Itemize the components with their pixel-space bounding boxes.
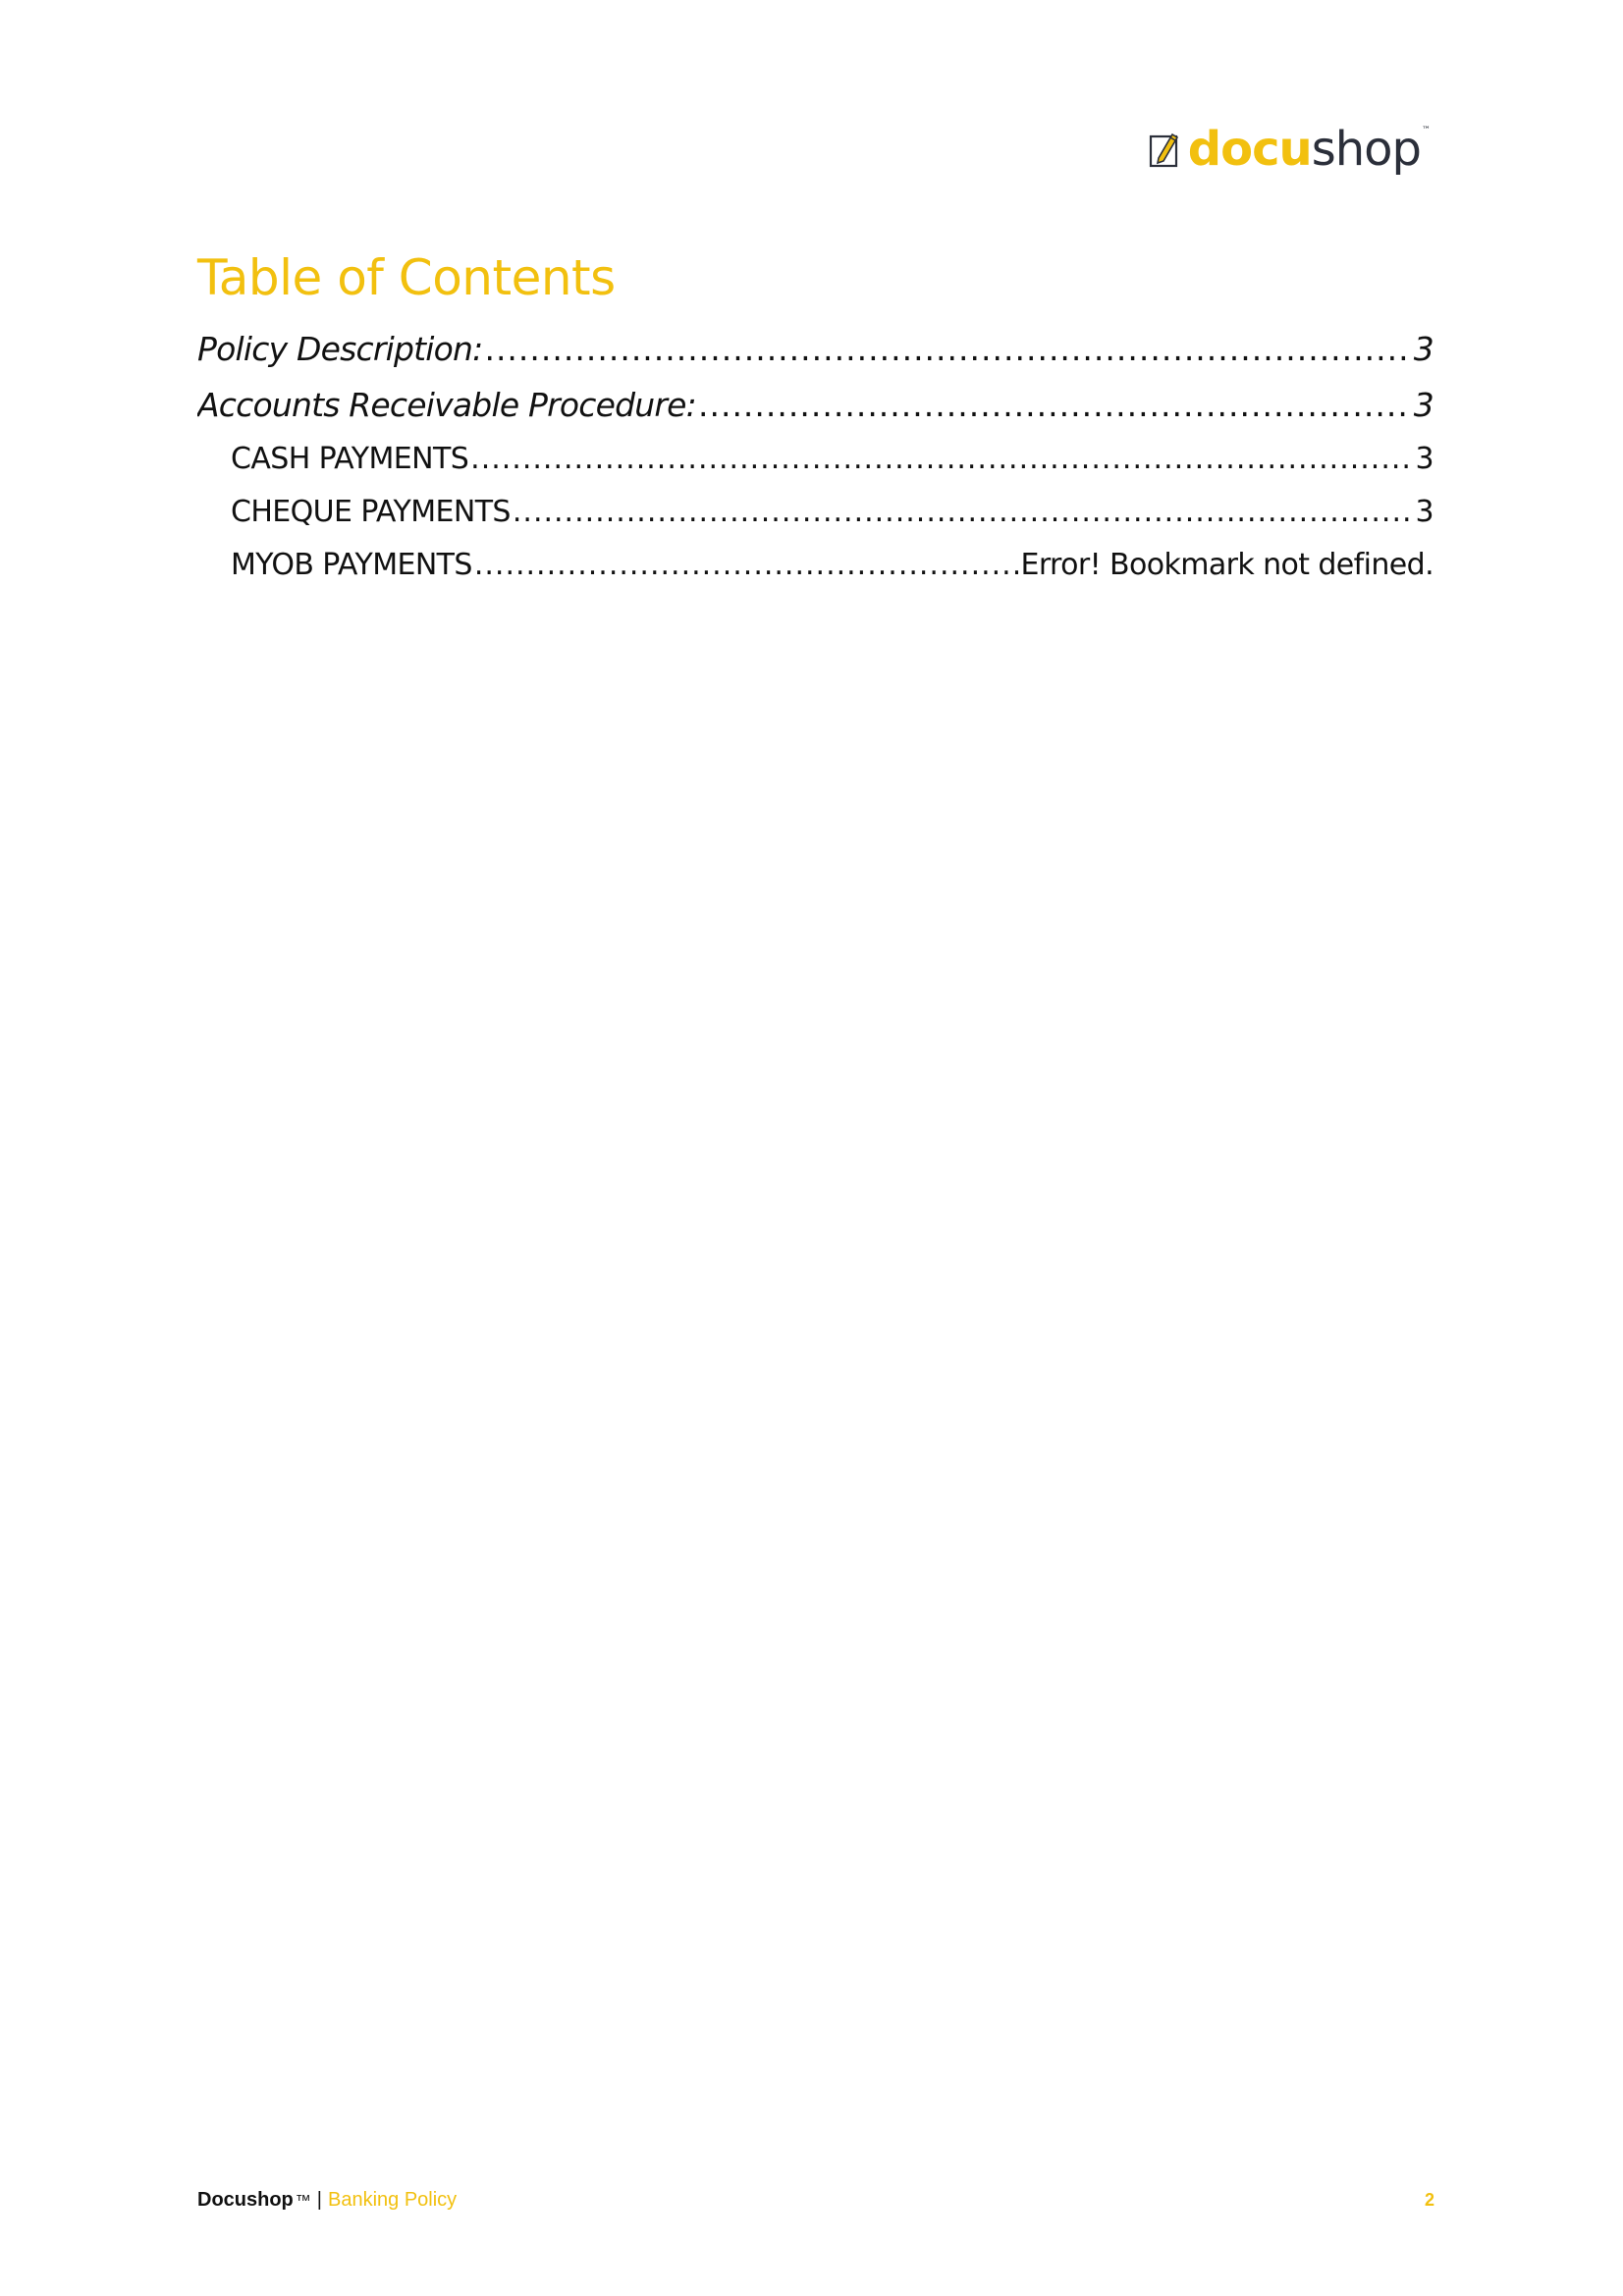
toc-entry-myob-payments[interactable]	[197, 548, 1434, 601]
pencil-note-icon	[1149, 131, 1182, 168]
toc-entry-page: 3	[1413, 330, 1434, 368]
page-footer	[197, 2189, 1434, 2212]
toc-entry-text: MYOB PAYMENTS	[231, 548, 472, 582]
toc-entry-page: 3	[1413, 386, 1434, 424]
toc-dot-leader	[698, 386, 1412, 424]
logo-docu: docu	[1187, 122, 1312, 177]
toc-dot-leader	[470, 442, 1413, 476]
docushop-logo	[1149, 120, 1431, 179]
footer-trademark: ™	[295, 2193, 311, 2210]
logo-trademark: ™	[1422, 126, 1431, 135]
toc-entry-text: CHEQUE PAYMENTS	[231, 495, 511, 529]
footer-company: Docushop	[197, 2189, 294, 2211]
toc-dot-leader	[474, 548, 1019, 582]
toc-title: Table of Contents	[197, 249, 616, 306]
toc-list	[197, 330, 1434, 601]
toc-entry-page: 3	[1415, 495, 1434, 529]
toc-entry-text: Accounts Receivable Procedure:	[197, 386, 696, 424]
toc-entry-policy-description[interactable]	[197, 330, 1434, 386]
toc-entry-cheque-payments[interactable]	[197, 495, 1434, 548]
toc-dot-leader	[513, 495, 1414, 529]
toc-entry-cash-payments[interactable]	[197, 442, 1434, 495]
toc-entry-text: Policy Description:	[197, 330, 483, 368]
footer-doc-title: Banking Policy	[327, 2189, 458, 2211]
toc-entry-page: Error! Bookmark not defined.	[1020, 548, 1434, 582]
logo-wordmark	[1187, 122, 1421, 177]
toc-entry-page: 3	[1415, 442, 1434, 476]
toc-entry-accounts-receivable[interactable]	[197, 386, 1434, 442]
page-number: 2	[1424, 2190, 1434, 2210]
footer-separator: |	[316, 2189, 322, 2211]
logo-shop: shop	[1311, 122, 1421, 177]
toc-entry-text: CASH PAYMENTS	[231, 442, 469, 476]
toc-dot-leader	[484, 330, 1411, 368]
